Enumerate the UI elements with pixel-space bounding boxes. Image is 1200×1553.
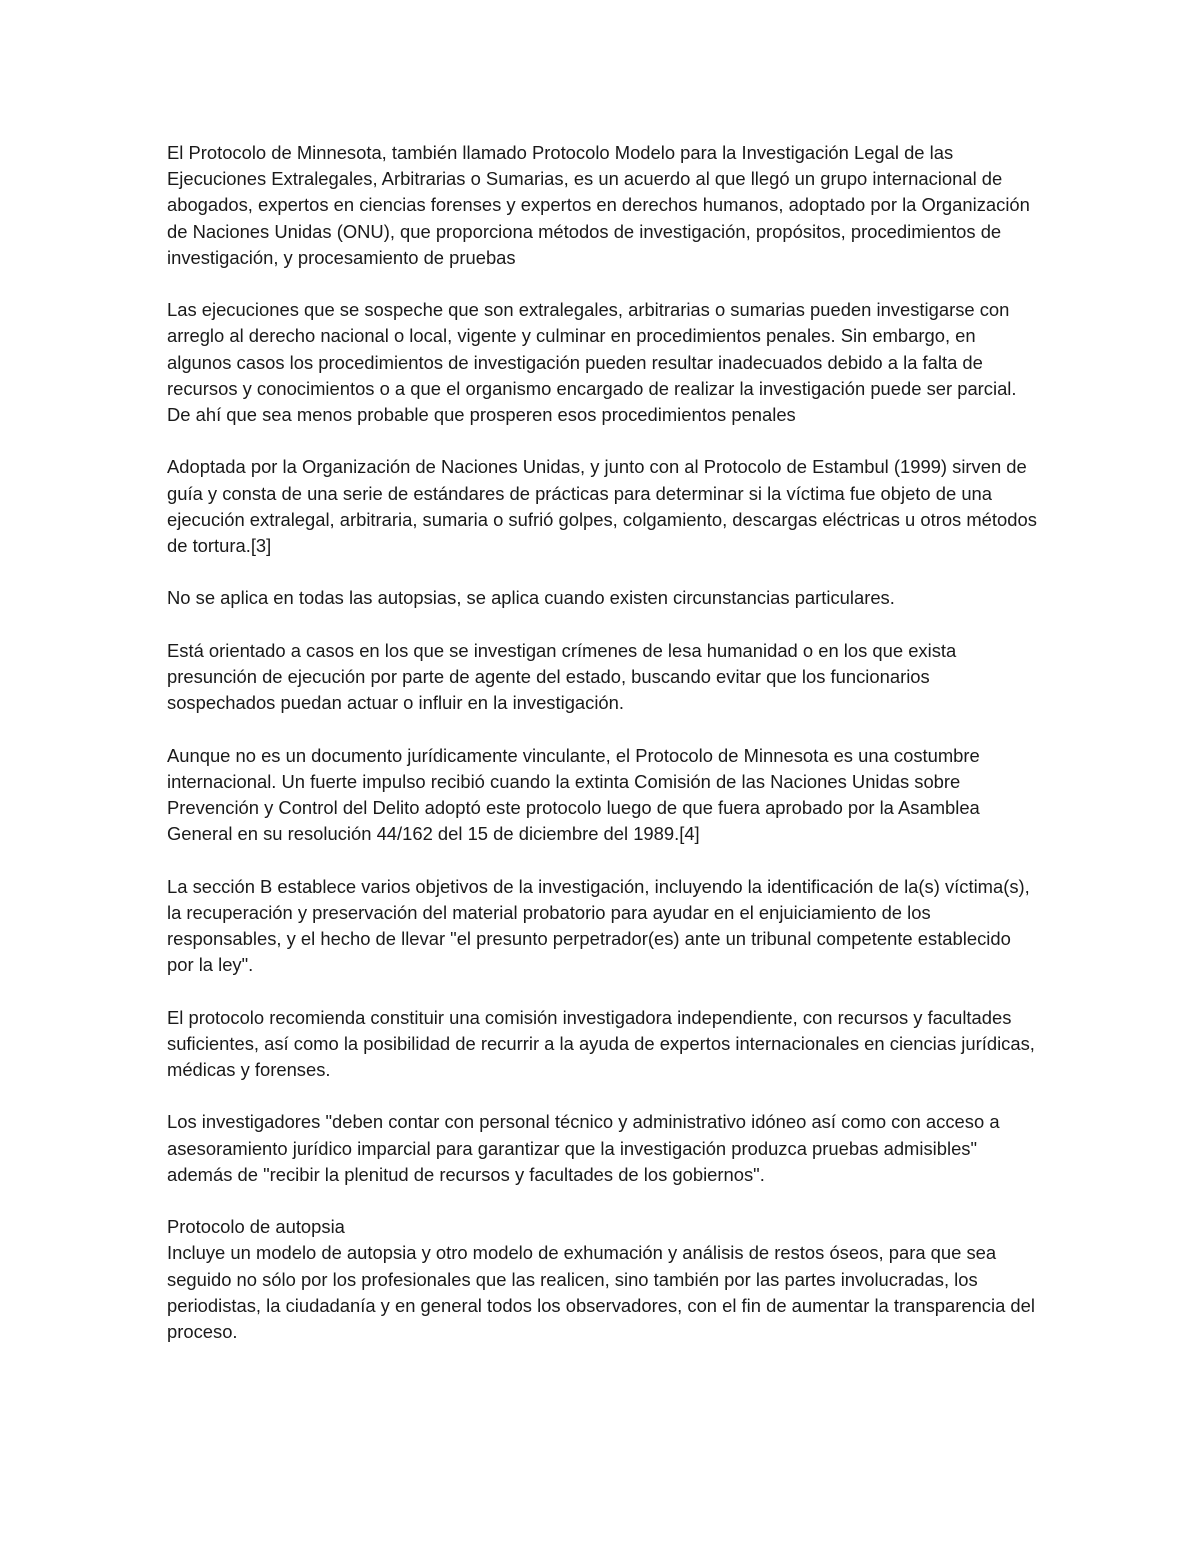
paragraph-investigators: Los investigadores "deben contar con personal técnico y administrativo idóneo así como con acceso a asesoramiento jurídico imparcial para garantizar que la investigación produzca pruebas admisibles" además de "recibir la plenitud de recursos y facultades de los gobiernos". xyxy=(167,1111,1000,1185)
paragraph-intro: El Protocolo de Minnesota, también llamado Protocolo Modelo para la Investigación Legal de las Ejecuciones Extralegales, Arbitrarias o Sumarias, es un acuerdo al que llegó un grupo internacional de abogados, expertos en ciencias forenses y expertos en derechos humanos, adoptado por la Organización de Naciones Unidas (ONU), que proporciona métodos de investigación, propósitos, procedimientos de investigación, y procesamiento de pruebas xyxy=(167,142,1030,268)
paragraph-autopsy-scope: No se aplica en todas las autopsias, se aplica cuando existen circunstancias particulares. xyxy=(167,587,895,609)
paragraph-legal-status: Aunque no es un documento jurídicamente vinculante, el Protocolo de Minnesota es una costumbre internacional. Un fuerte impulso recibió cuando la extinta Comisión de las Naciones Unidas sobre Prevención y Control del Delito adoptó este protocolo luego de que fuera aprobado por la Asamblea General en su resolución 44/162 del 15 de diciembre del 1989.[4] xyxy=(167,744,980,845)
document-body xyxy=(167,140,1042,1345)
section-heading: Protocolo de autopsia xyxy=(167,1216,345,1238)
paragraph-national-law: Las ejecuciones que se sospeche que son extralegales, arbitrarias o sumarias pueden investigarse con arreglo al derecho nacional o local, vigente y culminar en procedimientos penales. Sin embargo, en algunos casos los procedimientos de investigación pueden resultar inadecuados debido a la falta de recursos y conocimientos o a que el organismo encargado de realizar la investigación puede ser parcial. De ahí que sea menos probable que prosperen esos procedimientos penales xyxy=(167,299,1017,426)
paragraph-autopsy-protocol: Incluye un modelo de autopsia y otro modelo de exhumación y análisis de restos óseos, para que sea seguido no sólo por los profesionales que las realicen, sino también por las partes involucradas, los periodistas, la ciudadanía y en general todos los observadores, con el fin de aumentar la transparencia del proceso. xyxy=(167,1242,1035,1342)
paragraph-section-b: La sección B establece varios objetivos de la investigación, incluyendo la identificación de la(s) víctima(s), la recuperación y preservación del material probatorio para ayudar en el enjuiciamiento de los responsables, y el hecho de llevar "el presunto perpetrador(es) ante un tribunal competente establecido por la ley". xyxy=(167,875,1030,976)
paragraph-commission: El protocolo recomienda constituir una comisión investigadora independiente, con recursos y facultades suficientes, así como la posibilidad de recurrir a la ayuda de expertos internacionales en ciencias jurídicas, médicas y forenses. xyxy=(167,1006,1035,1080)
paragraph-orientation: Está orientado a casos en los que se investigan crímenes de lesa humanidad o en los que exista presunción de ejecución por parte de agente del estado, buscando evitar que los funcionarios sospechados puedan actuar o influir en la investigación. xyxy=(167,639,957,714)
paragraph-istanbul-protocol: Adoptada por la Organización de Naciones Unidas, y junto con al Protocolo de Estambul (1999) sirven de guía y consta de una serie de estándares de prácticas para determinar si la víctima fue objeto de una ejecución extralegal, arbitraria, sumaria o sufrió golpes, colgamiento, descargas eléctricas u otros métodos de tortura.[3] xyxy=(167,456,1037,557)
